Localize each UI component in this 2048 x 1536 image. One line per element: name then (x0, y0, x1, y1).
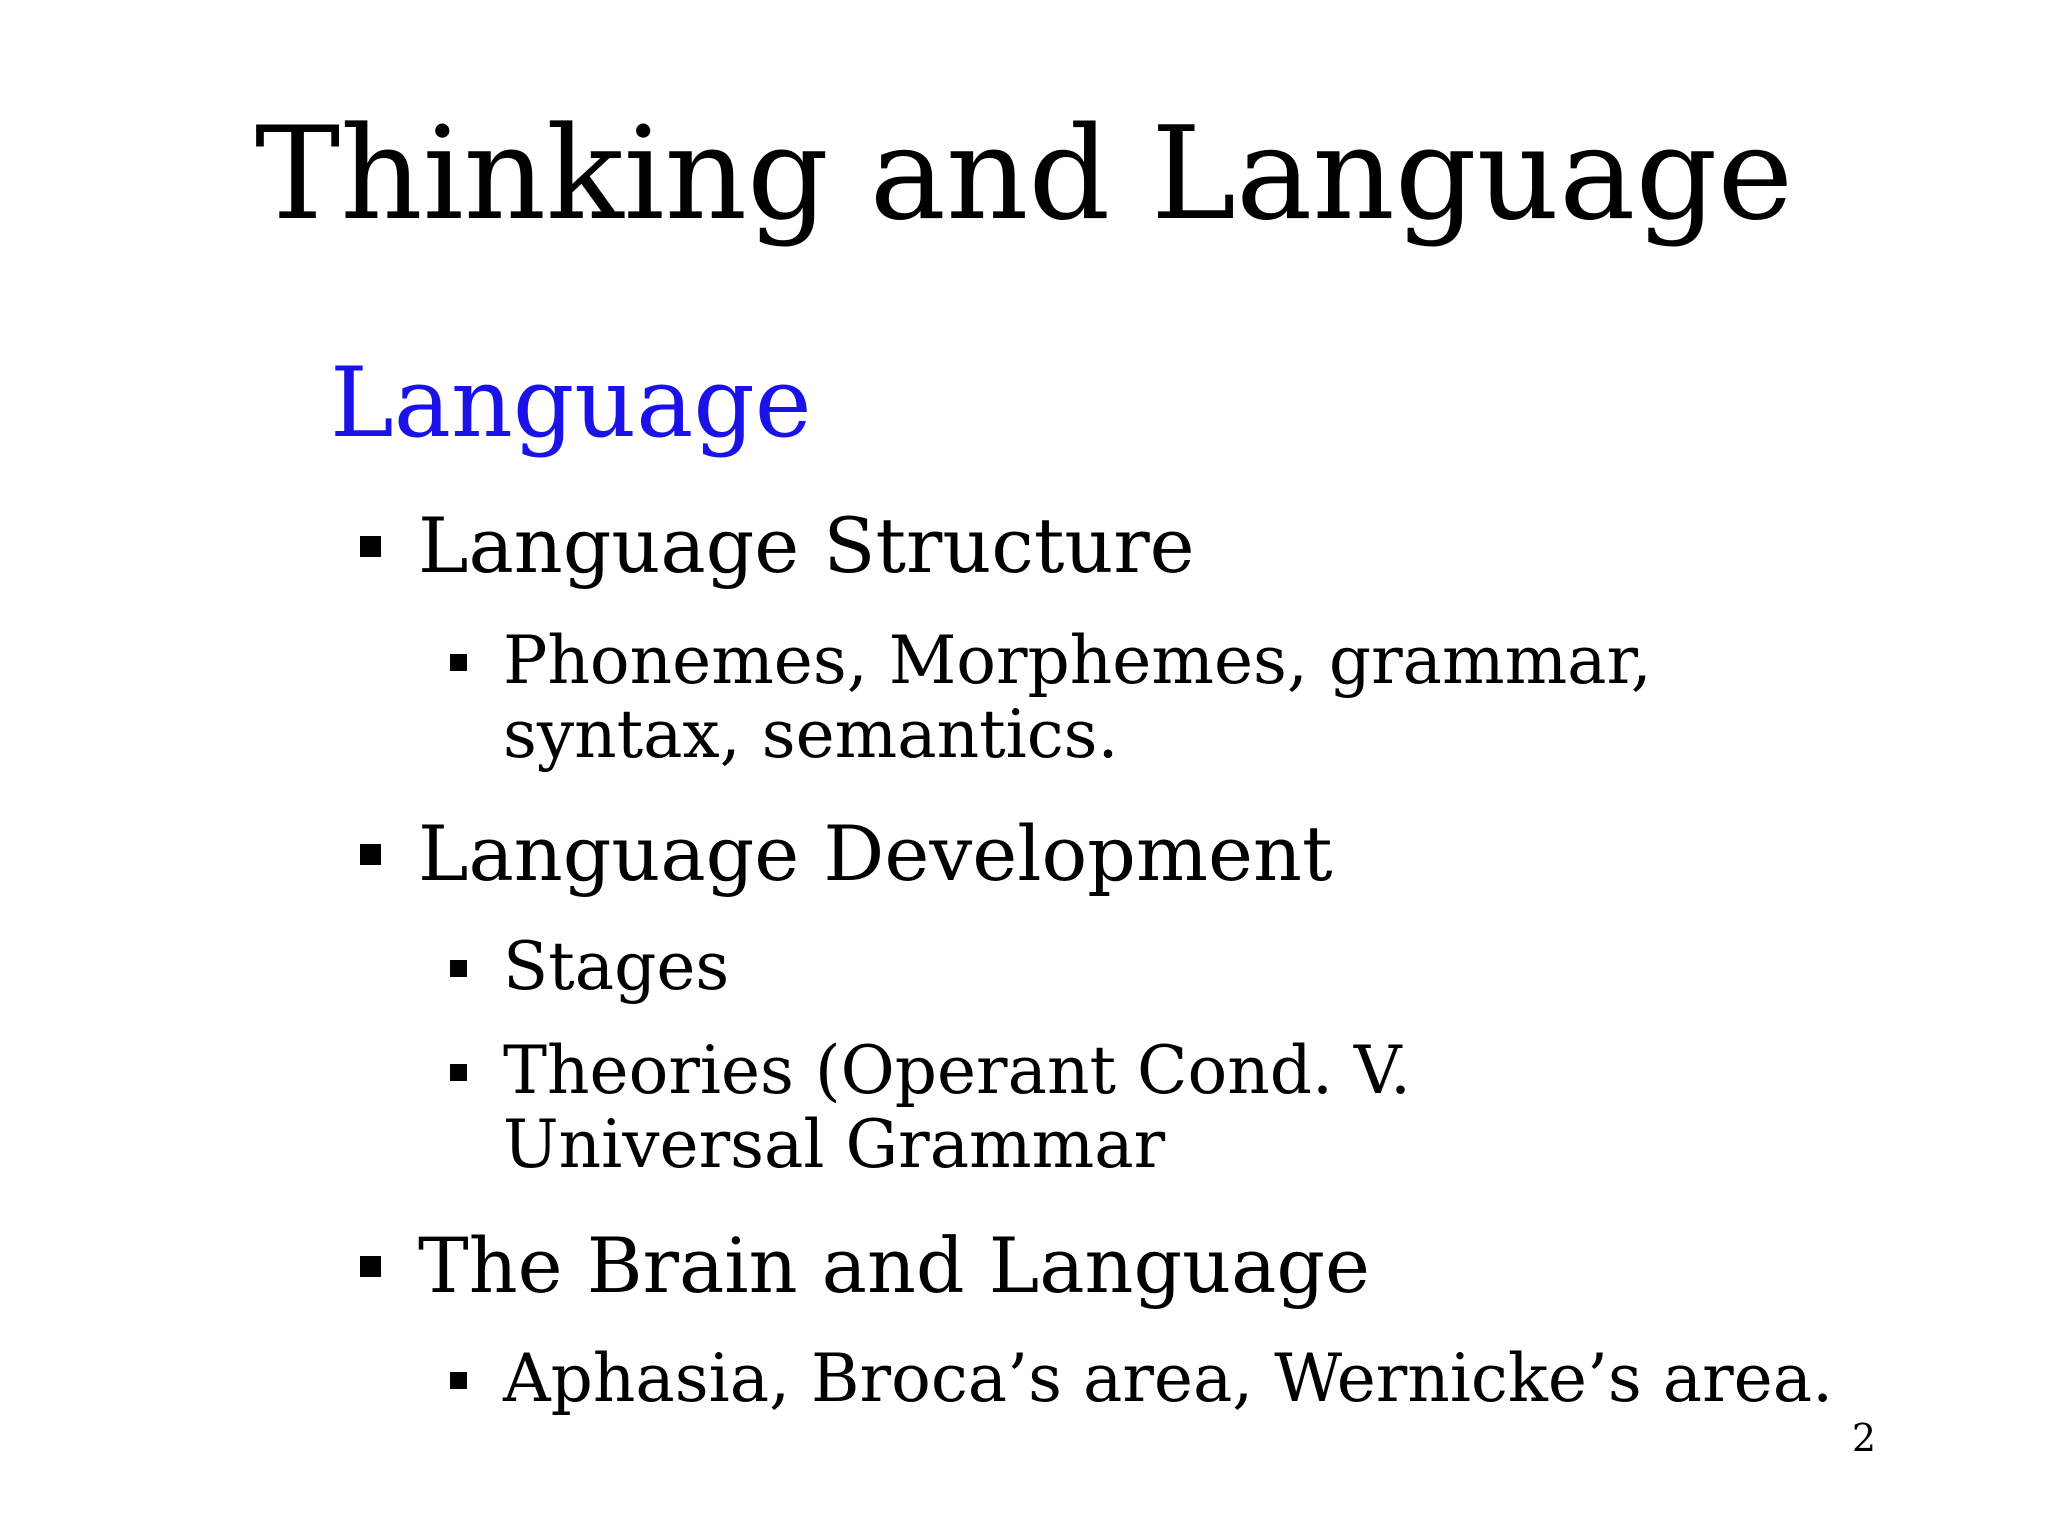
square-bullet-icon (450, 960, 467, 977)
sub-bullet-text: Stages (503, 928, 730, 1005)
sub-bullet-text: Phonemes, Morphemes, grammar, syntax, semantics. (503, 622, 1652, 773)
sub-bullet-item-aphasia (450, 1342, 1890, 1416)
bullet-text: Language Structure (418, 501, 1195, 590)
sub-bullet-item-structure-terms (450, 624, 1890, 772)
page-number: 2 (1851, 1416, 1876, 1460)
sub-bullet-item-stages (450, 930, 1890, 1004)
square-bullet-icon (450, 654, 467, 671)
section-heading: Language (330, 347, 812, 459)
square-bullet-icon (360, 1256, 381, 1277)
sub-bullet-text: Aphasia, Broca’s area, Wernicke’s area. (503, 1340, 1834, 1417)
square-bullet-icon (450, 1372, 467, 1389)
bullet-text: Language Development (418, 809, 1333, 898)
square-bullet-icon (360, 844, 381, 865)
bullet-item-language-structure (360, 500, 1195, 592)
square-bullet-icon (360, 536, 381, 557)
bullet-item-language-development (360, 808, 1333, 900)
slide-title: Thinking and Language (254, 100, 1794, 249)
sub-bullet-text: Theories (Operant Cond. V. Universal Grammar (503, 1032, 1412, 1183)
bullet-item-brain-and-language (360, 1220, 1370, 1312)
bullet-text: The Brain and Language (418, 1221, 1371, 1310)
sub-bullet-item-theories (450, 1034, 1890, 1182)
square-bullet-icon (450, 1064, 467, 1081)
